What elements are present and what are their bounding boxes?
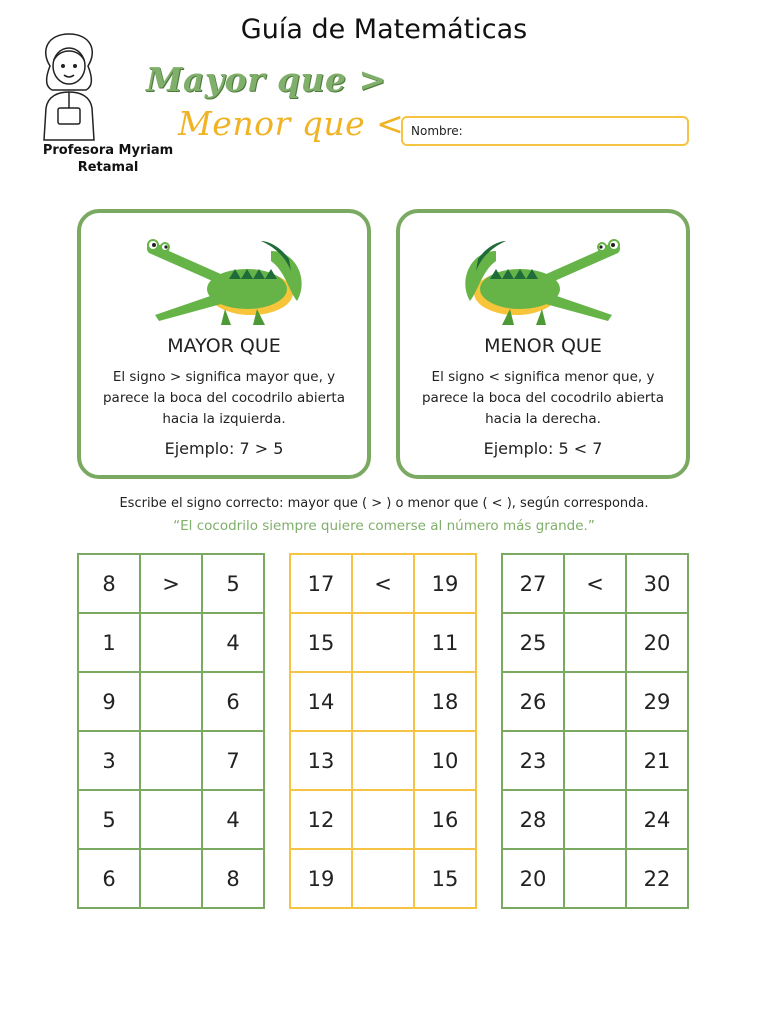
- sign-answer-cell[interactable]: [564, 731, 626, 790]
- left-number-cell: 23: [502, 731, 564, 790]
- right-number-cell: 21: [626, 731, 688, 790]
- name-field[interactable]: [401, 116, 689, 146]
- comparison-table-2: [289, 553, 477, 909]
- card-title: MAYOR QUE: [167, 335, 281, 357]
- card-title: MENOR QUE: [484, 335, 602, 357]
- table-row: [502, 790, 688, 849]
- table-row: [290, 554, 476, 613]
- sign-answer-cell[interactable]: <: [564, 554, 626, 613]
- left-number-cell: 25: [502, 613, 564, 672]
- table-row: [290, 731, 476, 790]
- left-number-cell: 1: [78, 613, 140, 672]
- sign-answer-cell[interactable]: [352, 613, 414, 672]
- left-number-cell: 5: [78, 790, 140, 849]
- right-number-cell: 20: [626, 613, 688, 672]
- sign-answer-cell[interactable]: <: [352, 554, 414, 613]
- teacher-name: Profesora Myriam Retamal: [42, 143, 174, 175]
- card-example: Ejemplo: 5 < 7: [483, 439, 603, 458]
- sign-answer-cell[interactable]: [140, 613, 202, 672]
- sign-answer-cell[interactable]: [140, 849, 202, 908]
- left-number-cell: 8: [78, 554, 140, 613]
- right-number-cell: 10: [414, 731, 476, 790]
- sign-answer-cell[interactable]: [140, 731, 202, 790]
- table-row: [290, 790, 476, 849]
- right-number-cell: 18: [414, 672, 476, 731]
- right-number-cell: 4: [202, 613, 264, 672]
- right-number-cell: 30: [626, 554, 688, 613]
- crocodile-icon: [458, 231, 628, 331]
- page-title: Guía de Matemáticas: [240, 14, 528, 45]
- right-number-cell: 7: [202, 731, 264, 790]
- table-row: [290, 849, 476, 908]
- card-example: Ejemplo: 7 > 5: [164, 439, 284, 458]
- left-number-cell: 9: [78, 672, 140, 731]
- sign-answer-cell[interactable]: [352, 672, 414, 731]
- card-description: El signo < significa menor que, y parece la boca del cocodrilo abierta hacia la derecha.: [421, 369, 665, 427]
- table-row: [502, 849, 688, 908]
- comparison-table-1: [77, 553, 265, 909]
- left-number-cell: 27: [502, 554, 564, 613]
- right-number-cell: 29: [626, 672, 688, 731]
- table-row: [502, 613, 688, 672]
- right-number-cell: 5: [202, 554, 264, 613]
- right-number-cell: 6: [202, 672, 264, 731]
- sign-answer-cell[interactable]: [564, 672, 626, 731]
- sign-answer-cell[interactable]: [564, 790, 626, 849]
- sign-answer-cell[interactable]: [140, 672, 202, 731]
- sign-answer-cell[interactable]: [352, 849, 414, 908]
- table-row: [502, 554, 688, 613]
- table-row: [78, 613, 264, 672]
- table-row: [502, 672, 688, 731]
- left-number-cell: 13: [290, 731, 352, 790]
- left-number-cell: 19: [290, 849, 352, 908]
- left-number-cell: 15: [290, 613, 352, 672]
- sign-answer-cell[interactable]: >: [140, 554, 202, 613]
- menor-que-card: [396, 209, 690, 479]
- right-number-cell: 11: [414, 613, 476, 672]
- right-number-cell: 15: [414, 849, 476, 908]
- card-description: El signo > significa mayor que, y parece la boca del cocodrilo abierta hacia la izquierda.: [102, 369, 346, 427]
- menor-que-heading: Menor que <: [178, 104, 405, 143]
- right-number-cell: 8: [202, 849, 264, 908]
- comparison-table-3: [501, 553, 689, 909]
- table-row: [78, 554, 264, 613]
- quote: “El cocodrilo siempre quiere comerse al número más grande.”: [173, 518, 595, 534]
- left-number-cell: 12: [290, 790, 352, 849]
- sign-answer-cell[interactable]: [352, 731, 414, 790]
- table-row: [78, 849, 264, 908]
- right-number-cell: 4: [202, 790, 264, 849]
- crocodile-icon: [139, 231, 309, 331]
- left-number-cell: 3: [78, 731, 140, 790]
- left-number-cell: 14: [290, 672, 352, 731]
- table-row: [290, 613, 476, 672]
- sign-answer-cell[interactable]: [564, 613, 626, 672]
- table-row: [78, 731, 264, 790]
- left-number-cell: 20: [502, 849, 564, 908]
- mayor-que-heading: Mayor que >: [146, 60, 387, 99]
- sign-answer-cell[interactable]: [564, 849, 626, 908]
- right-number-cell: 22: [626, 849, 688, 908]
- right-number-cell: 19: [414, 554, 476, 613]
- table-row: [78, 790, 264, 849]
- right-number-cell: 24: [626, 790, 688, 849]
- table-row: [502, 731, 688, 790]
- left-number-cell: 6: [78, 849, 140, 908]
- teacher-illustration: [34, 30, 104, 142]
- table-row: [78, 672, 264, 731]
- sign-answer-cell[interactable]: [352, 790, 414, 849]
- table-row: [290, 672, 476, 731]
- left-number-cell: 28: [502, 790, 564, 849]
- left-number-cell: 26: [502, 672, 564, 731]
- left-number-cell: 17: [290, 554, 352, 613]
- mayor-que-card: [77, 209, 371, 479]
- name-label: Nombre:: [411, 124, 463, 138]
- sign-answer-cell[interactable]: [140, 790, 202, 849]
- right-number-cell: 16: [414, 790, 476, 849]
- instructions: Escribe el signo correcto: mayor que ( > ) o menor que ( < ), según corresponda.: [119, 496, 649, 511]
